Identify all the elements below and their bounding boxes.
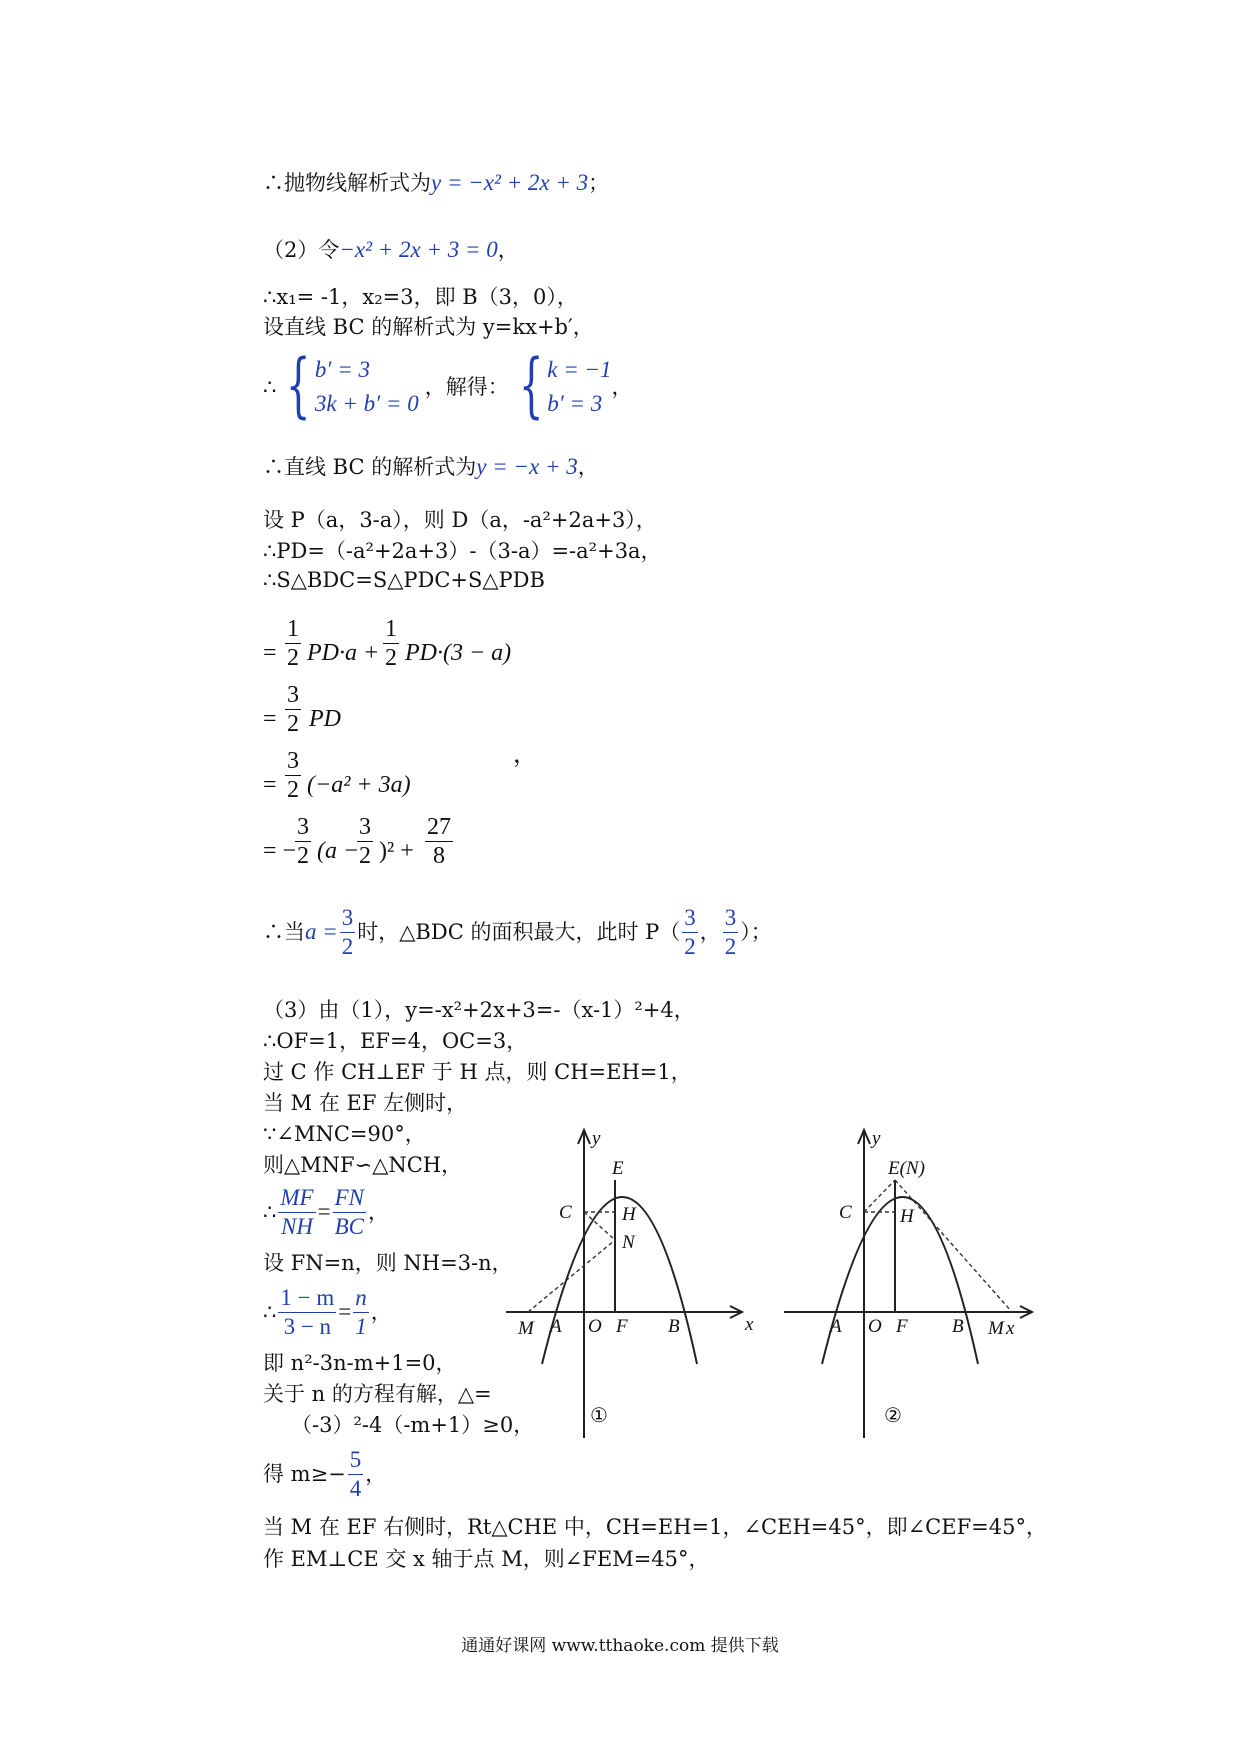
text-line-maximum: ∴当 a = $\frac{3}{2}$ 时，△BDC 的面积最大，此时 P（ $\frac{3}{2}$ ， $\frac{3}{2}$ ）； — [263, 904, 772, 959]
label-b: B — [668, 1316, 680, 1337]
page-footer: 通通好课网 www.tthaoke.com 提供下载 — [461, 1636, 779, 1656]
caption-2: ② — [884, 1403, 902, 1427]
text-line-perpendicular: 过 C 作 CH⊥EF 于 H 点，则 CH=EH=1， — [263, 1060, 692, 1084]
equation-bc: y = −x + 3 — [476, 454, 578, 479]
label-m: M — [988, 1318, 1004, 1339]
label-x: x — [745, 1314, 754, 1335]
label-o: O — [588, 1316, 602, 1337]
equation-parabola: y = −x² + 2x + 3 — [431, 170, 589, 195]
label-o: O — [868, 1316, 882, 1337]
label-n: N — [622, 1232, 635, 1253]
text-line-points: 设 P（a，3-a），则 D（a，-a²+2a+3）， — [263, 508, 657, 532]
label-m: M — [518, 1318, 534, 1339]
text-line-lengths: ∴OF=1，EF=4，OC=3， — [263, 1029, 528, 1053]
label-h: H — [622, 1204, 636, 1225]
text-line-quadratic: 即 n²-3n-m+1=0， — [263, 1351, 457, 1375]
label-f: F — [896, 1316, 908, 1337]
text-line-fn: 设 FN=n，则 NH=3-n， — [263, 1251, 513, 1275]
text-line-ratio-2: ∴ $\frac{1 - m}{3 - n}$ = $\frac{n}{1}$ ， — [263, 1284, 392, 1339]
text-line-angle: ∵∠MNC=90°， — [263, 1122, 426, 1146]
text-line-bc-setup: 设直线 BC 的解析式为 y=kx+b′， — [263, 315, 594, 339]
text-line-part2-set: （2）令−x² + 2x + 3 = 0， — [263, 237, 519, 262]
label-f: F — [616, 1316, 628, 1337]
text-line-m-range: 得 m≥− $\frac{5}{4}$ ， — [263, 1446, 387, 1501]
label-h: H — [900, 1206, 914, 1227]
text-line-bc-result: ∴直线 BC 的解析式为y = −x + 3， — [263, 454, 599, 479]
label-e: E — [612, 1158, 624, 1179]
text-line-roots: ∴x₁= -1，x₂=3，即 B（3，0）， — [263, 285, 578, 309]
label-y: y — [872, 1128, 881, 1149]
text-line-discriminant-2: （-3）²-4（-m+1）≥0， — [291, 1413, 535, 1437]
figure-2 — [780, 1120, 1040, 1460]
text-line-part3: （3）由（1），y=-x²+2x+3=-（x-1）²+4， — [263, 998, 695, 1022]
text-line-similar: 则△MNF∽△NCH， — [263, 1153, 463, 1177]
text-line-discriminant: 关于 n 的方程有解，△= — [263, 1382, 492, 1406]
label-b: B — [952, 1316, 964, 1337]
text-line-em: 作 EM⊥CE 交 x 轴于点 M，则∠FEM=45°， — [263, 1547, 710, 1571]
label-a: A — [830, 1316, 842, 1337]
label-a: A — [550, 1316, 562, 1337]
caption-1: ① — [590, 1403, 608, 1427]
segment-mn — [528, 1240, 615, 1312]
label-c: C — [559, 1202, 572, 1223]
text-line-right-case: 当 M 在 EF 右侧时，Rt△CHE 中，CH=EH=1，∠CEH=45°，即∠CEF=45°， — [263, 1515, 1047, 1539]
text-line-area: ∴S△BDC=S△PDC+S△PDB — [263, 568, 545, 592]
equation-system-2: { k = −1 b′ = 3 — [518, 344, 612, 426]
text-line-left-case: 当 M 在 EF 左侧时， — [263, 1091, 468, 1115]
figure-1 — [500, 1120, 760, 1460]
label-y: y — [592, 1128, 601, 1149]
text-line-pd: ∴PD=（-a²+2a+3）-（3-a）=-a²+3a， — [263, 539, 662, 563]
segment-ce — [864, 1180, 895, 1212]
equation-system-1: { b′ = 3 3k + b′ = 0 — [286, 344, 419, 426]
label-x: x — [1006, 1318, 1015, 1339]
text-line-ratio: ∴ $\frac{MF}{NH}$ = $\frac{FN}{BC}$ ， — [263, 1184, 389, 1239]
label-e: E(N) — [888, 1158, 925, 1179]
text-line-system: ∴ { b′ = 3 3k + b′ = 0 ，解得： { k = −1 b′ = 3 ， — [263, 344, 633, 426]
text-line-parabola-result: ∴抛物线解析式为y = −x² + 2x + 3； — [263, 170, 610, 195]
equation-root: −x² + 2x + 3 = 0 — [339, 237, 498, 262]
label-c: C — [839, 1202, 852, 1223]
